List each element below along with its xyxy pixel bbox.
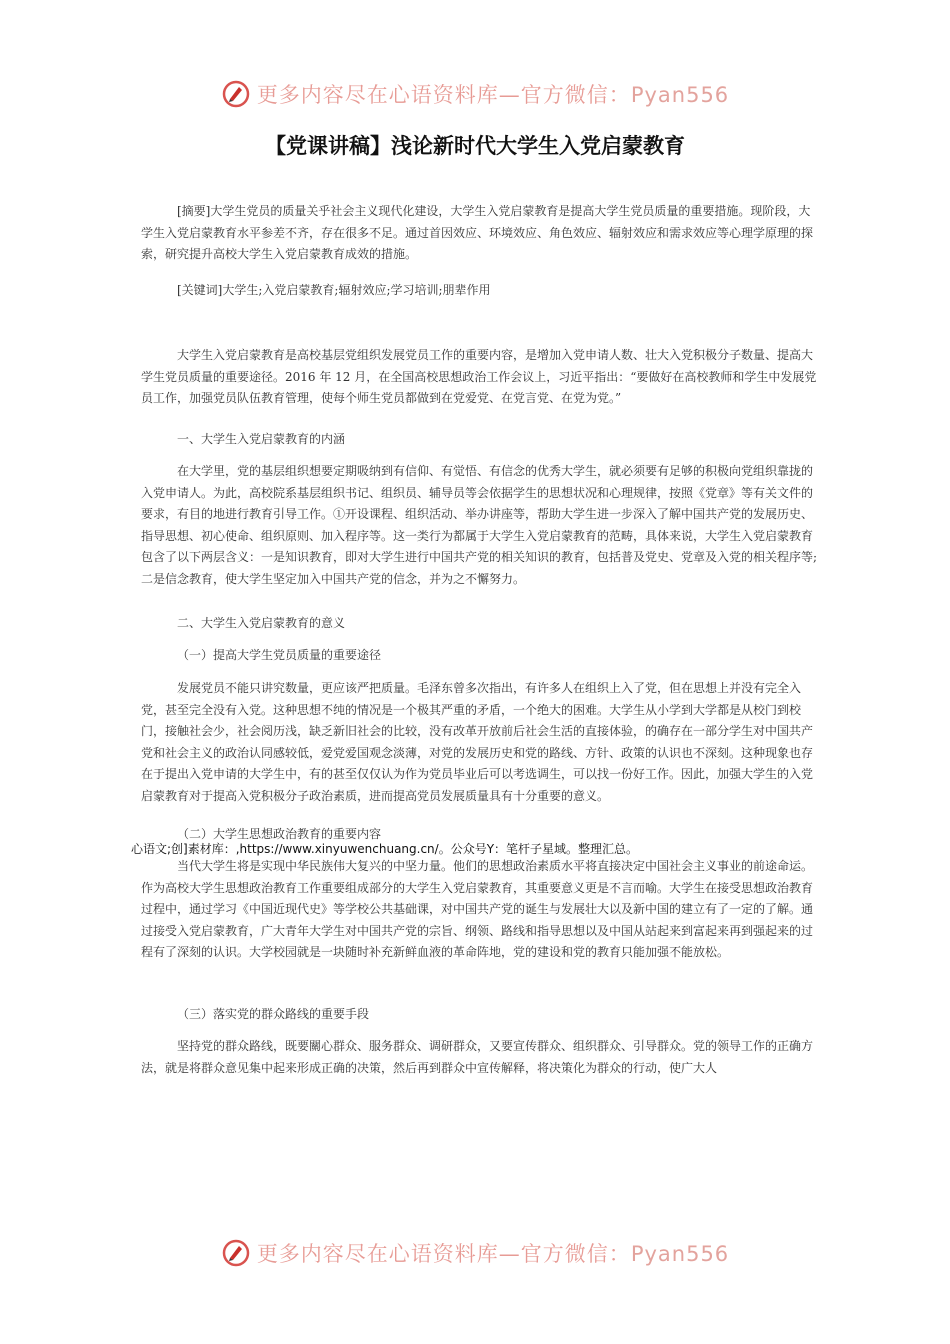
section-heading-1: 一、大学生入党启蒙教育的内涵 [177, 432, 346, 446]
keywords: [关键词]大学生;入党启蒙教育;辐射效应;学习培训;朋辈作用 [177, 283, 491, 297]
subsection-heading-3: （三）落实党的群众路线的重要手段 [177, 1007, 370, 1021]
logo-icon [221, 1238, 251, 1268]
paragraph-4: 坚持党的群众路线，既要關心群众、服务群众、调研群众，又要宣传群众、组织群众、引导群众。党的领导工作的正确方法，就是将群众意见集中起来形成正确的决策，然后再到群众中宣传解释，将决策化为群众的行动，使广大人 [141, 1039, 814, 1075]
logo-icon [221, 79, 251, 109]
abstract: [摘要]大学生党员的质量关乎社会主义现代化建设，大学生入党启蒙教育是提高大学生党员质量的重要措施。现阶段，大学生入党启蒙教育水平参差不齐，存在很多不足。通过首因效应、环境效应、角色效应、辐射效应和需求效应等心理学原理的探索，研究提升高校大学生入党启蒙教育成效的措施。 [141, 204, 814, 261]
paragraph-2: 发展党员不能只讲究数量，更应该严把质量。毛泽东曾多次指出，有许多人在组织上入了党，但在思想上并没有完全入党，甚至完全没有入党。这种思想不纯的情况是一个极其严重的矛盾，一个绝大的困难。大学生从小学到大学都是从校门到校门，接触社会少，社会阅历浅，缺乏新旧社会的比较，没有改革开放前后社会生活的直接体验，的确存在一部分学生对中国共产党和社会主义的政治认同感较低，爱党爱国观念淡薄，对党的发展历史和党的路线、方针、政策的认识也不深刻。这种现象也存在于提出入党申请的大学生中，有的甚至仅仅认为作为党员毕业后可以考选调生，可以找一份好工作。因此，加强大学生的入党启蒙教育对于提高入党积极分子政治素质，进而提高党员发展质量具有十分重要的意义。 [141, 681, 814, 803]
subsection-heading-2: （二）大学生思想政治教育的重要内容 [177, 827, 382, 841]
source-note: 心语文;创]素材库：,https://www.xinyuwenchuang.cn/。公众号Y：笔杆子星域。整理汇总。 [131, 842, 639, 856]
wechat-id: Pyan556 [630, 83, 730, 107]
wechat-id: Pyan556 [630, 1242, 730, 1266]
paragraph-3: 当代大学生将是实现中华民族伟大复兴的中坚力量。他们的思想政治素质水平将直接决定中国社会主义事业的前途命运。作为高校大学生思想政治教育工作重要组成部分的大学生入党启蒙教育，其重要意义更是不言而喻。大学生在接受思想政治教育过程中，通过学习《中国近现代史》等学校公共基础课，对中国共产党的诞生与发展壮大以及新中国的建立有了一定的了解。通过接受入党启蒙教育，广大青年大学生对中国共产党的宗旨、纲领、路线和指导思想以及中国从站起来到富起来再到强起来的过程有了深刻的认识。大学校园就是一块随时补充新鲜血液的革命阵地，党的建设和党的教育只能加强不能放松。 [141, 859, 814, 959]
paragraph-1: 在大学里，党的基层组织想要定期吸纳到有信仰、有觉悟、有信念的优秀大学生，就必须要有足够的积极向党组织靠拢的入党申请人。为此，高校院系基层组织书记、组织员、辅导员等会依据学生的思想状况和心理规律，按照《党章》等有关文件的要求，有目的地进行教育引导工作。①开设课程、组织活动、举办讲座等，帮助大学生进一步深入了解中国共产党的发展历史、指导思想、初心使命、组织原则、加入程序等。这一类行为都属于大学生入党启蒙教育的范畴，具体来说，大学生入党启蒙教育包含了以下两层含义：一是知识教育，即对大学生进行中国共产党的相关知识的教育，包括普及党史、党章及入党的相关程序等;二是信念教育，使大学生坚定加入中国共产党的信念，并为之不懈努力。 [141, 464, 818, 586]
intro-paragraph: 大学生入党启蒙教育是高校基层党组织发展党员工作的重要内容，是增加入党申请人数、壮大入党积极分子数量、提高大学生党员质量的重要途径。2016 年 12 月，在全国高校思想政治工作会议上，习近平指出：“要做好在高校教师和学生中发展党员工作，加强党员队伍教育管理，使每个师生党员都做到在党爱党、在党言党、在党为党。” [141, 348, 817, 405]
header-banner [0, 74, 950, 114]
banner-text: 更多内容尽在心语资料库—官方微信：Pyan556 [256, 83, 730, 107]
banner-text: 更多内容尽在心语资料库—官方微信：Pyan556 [256, 1242, 730, 1266]
page-title: 【党课讲稿】浅论新时代大学生入党启蒙教育 [265, 134, 685, 158]
footer-banner [0, 1233, 950, 1273]
subsection-heading-1: （一）提高大学生党员质量的重要途径 [177, 648, 382, 662]
section-heading-2: 二、大学生入党启蒙教育的意义 [177, 616, 346, 630]
